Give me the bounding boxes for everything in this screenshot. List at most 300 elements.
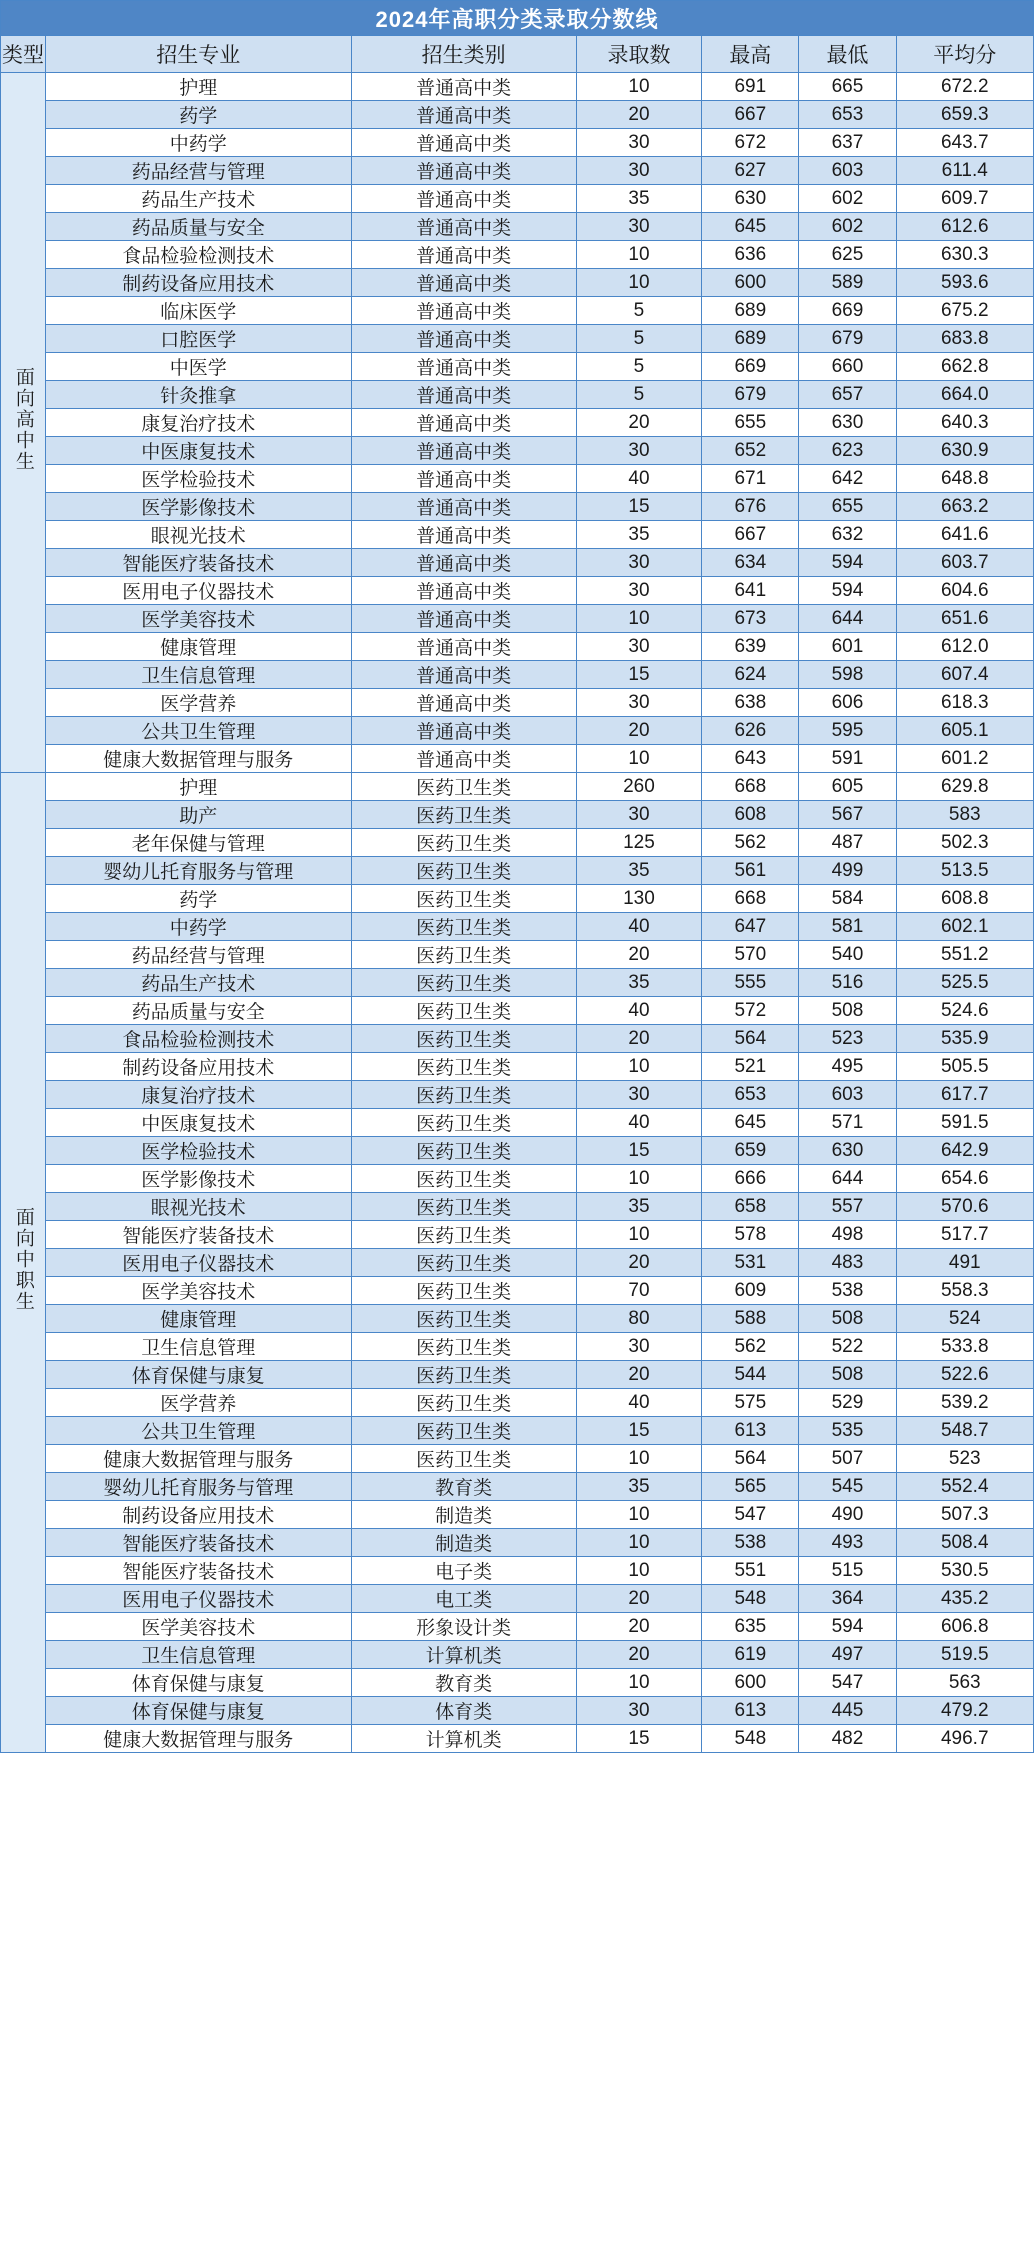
category-cell (1, 73, 46, 773)
cell-admission-type: 体育类 (351, 1697, 576, 1725)
cell-avg-score: 654.6 (896, 1165, 1034, 1193)
cell-max-score: 635 (702, 1613, 799, 1641)
cell-max-score: 672 (702, 129, 799, 157)
table-title-row (1, 1, 1034, 36)
cell-count: 15 (576, 1417, 702, 1445)
cell-avg-score: 630.9 (896, 437, 1034, 465)
cell-major: 体育保健与康复 (46, 1697, 352, 1725)
cell-max-score: 565 (702, 1473, 799, 1501)
cell-admission-type: 普通高中类 (351, 129, 576, 157)
cell-count: 20 (576, 941, 702, 969)
cell-avg-score: 524 (896, 1305, 1034, 1333)
table-row (1, 269, 1034, 297)
table-row (1, 297, 1034, 325)
cell-avg-score: 642.9 (896, 1137, 1034, 1165)
table-row (1, 1501, 1034, 1529)
cell-avg-score: 548.7 (896, 1417, 1034, 1445)
cell-major: 医学检验技术 (46, 1137, 352, 1165)
cell-avg-score: 675.2 (896, 297, 1034, 325)
table-row (1, 1221, 1034, 1249)
cell-min-score: 490 (799, 1501, 896, 1529)
cell-avg-score: 524.6 (896, 997, 1034, 1025)
cell-min-score: 602 (799, 213, 896, 241)
cell-major: 医学美容技术 (46, 605, 352, 633)
cell-major: 健康管理 (46, 1305, 352, 1333)
cell-avg-score: 629.8 (896, 773, 1034, 801)
cell-max-score: 562 (702, 829, 799, 857)
table-row (1, 1109, 1034, 1137)
cell-max-score: 689 (702, 325, 799, 353)
table-row (1, 1305, 1034, 1333)
cell-admission-type: 普通高中类 (351, 745, 576, 773)
cell-admission-type: 医药卫生类 (351, 1445, 576, 1473)
cell-major: 智能医疗装备技术 (46, 1221, 352, 1249)
table-row (1, 1725, 1034, 1753)
cell-max-score: 638 (702, 689, 799, 717)
cell-avg-score: 551.2 (896, 941, 1034, 969)
cell-major: 健康大数据管理与服务 (46, 1725, 352, 1753)
cell-count: 10 (576, 1165, 702, 1193)
cell-major: 口腔医学 (46, 325, 352, 353)
cell-min-score: 601 (799, 633, 896, 661)
cell-max-score: 609 (702, 1277, 799, 1305)
cell-max-score: 531 (702, 1249, 799, 1277)
cell-min-score: 483 (799, 1249, 896, 1277)
cell-count: 20 (576, 409, 702, 437)
cell-admission-type: 普通高中类 (351, 73, 576, 101)
cell-major: 康复治疗技术 (46, 1081, 352, 1109)
table-row (1, 241, 1034, 269)
cell-min-score: 538 (799, 1277, 896, 1305)
cell-admission-type: 医药卫生类 (351, 1053, 576, 1081)
cell-count: 70 (576, 1277, 702, 1305)
cell-admission-type: 普通高中类 (351, 549, 576, 577)
cell-count: 40 (576, 465, 702, 493)
cell-min-score: 625 (799, 241, 896, 269)
cell-count: 30 (576, 1333, 702, 1361)
table-row (1, 185, 1034, 213)
cell-min-score: 594 (799, 549, 896, 577)
cell-max-score: 613 (702, 1417, 799, 1445)
cell-count: 5 (576, 325, 702, 353)
cell-admission-type: 普通高中类 (351, 241, 576, 269)
category-label: 面向高中生 (12, 367, 34, 472)
cell-admission-type: 医药卫生类 (351, 1081, 576, 1109)
cell-avg-score: 552.4 (896, 1473, 1034, 1501)
cell-count: 30 (576, 129, 702, 157)
cell-min-score: 606 (799, 689, 896, 717)
cell-major: 体育保健与康复 (46, 1669, 352, 1697)
cell-count: 10 (576, 1501, 702, 1529)
cell-min-score: 545 (799, 1473, 896, 1501)
cell-count: 30 (576, 157, 702, 185)
cell-min-score: 665 (799, 73, 896, 101)
cell-major: 智能医疗装备技术 (46, 1529, 352, 1557)
cell-admission-type: 医药卫生类 (351, 857, 576, 885)
cell-min-score: 679 (799, 325, 896, 353)
cell-min-score: 623 (799, 437, 896, 465)
table-row (1, 605, 1034, 633)
table-row (1, 129, 1034, 157)
cell-avg-score: 558.3 (896, 1277, 1034, 1305)
cell-count: 20 (576, 1025, 702, 1053)
cell-admission-type: 普通高中类 (351, 437, 576, 465)
cell-count: 5 (576, 297, 702, 325)
cell-max-score: 538 (702, 1529, 799, 1557)
table-row (1, 381, 1034, 409)
cell-count: 5 (576, 381, 702, 409)
table-row (1, 437, 1034, 465)
cell-count: 35 (576, 521, 702, 549)
cell-major: 食品检验检测技术 (46, 241, 352, 269)
cell-admission-type: 医药卫生类 (351, 1389, 576, 1417)
cell-max-score: 673 (702, 605, 799, 633)
cell-max-score: 669 (702, 353, 799, 381)
cell-admission-type: 普通高中类 (351, 689, 576, 717)
cell-major: 药品经营与管理 (46, 157, 352, 185)
cell-count: 10 (576, 73, 702, 101)
cell-max-score: 634 (702, 549, 799, 577)
cell-major: 制药设备应用技术 (46, 1053, 352, 1081)
cell-max-score: 564 (702, 1025, 799, 1053)
table-row (1, 913, 1034, 941)
cell-max-score: 600 (702, 1669, 799, 1697)
cell-min-score: 445 (799, 1697, 896, 1725)
table-row (1, 1193, 1034, 1221)
cell-max-score: 600 (702, 269, 799, 297)
cell-admission-type: 医药卫生类 (351, 1193, 576, 1221)
cell-major: 针灸推拿 (46, 381, 352, 409)
table-row (1, 549, 1034, 577)
cell-admission-type: 医药卫生类 (351, 773, 576, 801)
cell-min-score: 657 (799, 381, 896, 409)
column-header-major: 招生专业 (46, 36, 352, 73)
cell-major: 制药设备应用技术 (46, 269, 352, 297)
cell-min-score: 498 (799, 1221, 896, 1249)
table-row (1, 1249, 1034, 1277)
cell-avg-score: 602.1 (896, 913, 1034, 941)
cell-count: 30 (576, 213, 702, 241)
cell-admission-type: 医药卫生类 (351, 1137, 576, 1165)
cell-max-score: 667 (702, 101, 799, 129)
cell-count: 125 (576, 829, 702, 857)
cell-max-score: 666 (702, 1165, 799, 1193)
cell-avg-score: 601.2 (896, 745, 1034, 773)
cell-major: 医学检验技术 (46, 465, 352, 493)
column-header-count: 录取数 (576, 36, 702, 73)
cell-min-score: 642 (799, 465, 896, 493)
cell-admission-type: 普通高中类 (351, 269, 576, 297)
cell-max-score: 645 (702, 1109, 799, 1137)
table-row (1, 941, 1034, 969)
cell-min-score: 594 (799, 1613, 896, 1641)
cell-avg-score: 659.3 (896, 101, 1034, 129)
cell-min-score: 632 (799, 521, 896, 549)
cell-count: 40 (576, 1109, 702, 1137)
cell-count: 15 (576, 493, 702, 521)
cell-min-score: 571 (799, 1109, 896, 1137)
column-header-max: 最高 (702, 36, 799, 73)
cell-max-score: 630 (702, 185, 799, 213)
cell-major: 公共卫生管理 (46, 1417, 352, 1445)
table-row (1, 689, 1034, 717)
table-row (1, 1333, 1034, 1361)
cell-min-score: 584 (799, 885, 896, 913)
cell-admission-type: 普通高中类 (351, 297, 576, 325)
cell-admission-type: 医药卫生类 (351, 1361, 576, 1389)
cell-max-score: 544 (702, 1361, 799, 1389)
cell-avg-score: 505.5 (896, 1053, 1034, 1081)
cell-avg-score: 630.3 (896, 241, 1034, 269)
cell-admission-type: 教育类 (351, 1473, 576, 1501)
cell-max-score: 588 (702, 1305, 799, 1333)
cell-avg-score: 519.5 (896, 1641, 1034, 1669)
cell-admission-type: 医药卫生类 (351, 1333, 576, 1361)
cell-avg-score: 591.5 (896, 1109, 1034, 1137)
cell-admission-type: 普通高中类 (351, 605, 576, 633)
table-row (1, 1473, 1034, 1501)
cell-avg-score: 603.7 (896, 549, 1034, 577)
cell-major: 健康大数据管理与服务 (46, 1445, 352, 1473)
cell-admission-type: 医药卫生类 (351, 941, 576, 969)
cell-avg-score: 525.5 (896, 969, 1034, 997)
cell-major: 药品质量与安全 (46, 997, 352, 1025)
cell-major: 医学影像技术 (46, 493, 352, 521)
table-row (1, 521, 1034, 549)
cell-admission-type: 计算机类 (351, 1641, 576, 1669)
cell-admission-type: 电子类 (351, 1557, 576, 1585)
table-row (1, 1277, 1034, 1305)
cell-major: 中医康复技术 (46, 437, 352, 465)
cell-avg-score: 563 (896, 1669, 1034, 1697)
cell-major: 卫生信息管理 (46, 1333, 352, 1361)
table-row (1, 1669, 1034, 1697)
cell-admission-type: 医药卫生类 (351, 1417, 576, 1445)
table-row (1, 661, 1034, 689)
cell-min-score: 598 (799, 661, 896, 689)
cell-avg-score: 612.0 (896, 633, 1034, 661)
table-row (1, 997, 1034, 1025)
table-row (1, 1557, 1034, 1585)
cell-major: 药品经营与管理 (46, 941, 352, 969)
cell-count: 10 (576, 1221, 702, 1249)
cell-avg-score: 641.6 (896, 521, 1034, 549)
table-row (1, 745, 1034, 773)
cell-major: 药品生产技术 (46, 969, 352, 997)
cell-max-score: 626 (702, 717, 799, 745)
table-row (1, 465, 1034, 493)
cell-count: 10 (576, 1445, 702, 1473)
cell-avg-score: 604.6 (896, 577, 1034, 605)
cell-major: 中药学 (46, 129, 352, 157)
cell-avg-score: 617.7 (896, 1081, 1034, 1109)
cell-max-score: 564 (702, 1445, 799, 1473)
cell-major: 眼视光技术 (46, 1193, 352, 1221)
cell-avg-score: 643.7 (896, 129, 1034, 157)
column-header-average: 平均分 (896, 36, 1034, 73)
table-row (1, 717, 1034, 745)
cell-major: 中医康复技术 (46, 1109, 352, 1137)
cell-avg-score: 570.6 (896, 1193, 1034, 1221)
cell-count: 35 (576, 185, 702, 213)
cell-max-score: 627 (702, 157, 799, 185)
cell-min-score: 515 (799, 1557, 896, 1585)
cell-max-score: 624 (702, 661, 799, 689)
cell-major: 公共卫生管理 (46, 717, 352, 745)
cell-min-score: 644 (799, 1165, 896, 1193)
cell-max-score: 659 (702, 1137, 799, 1165)
cell-max-score: 643 (702, 745, 799, 773)
cell-avg-score: 533.8 (896, 1333, 1034, 1361)
cell-major: 婴幼儿托育服务与管理 (46, 1473, 352, 1501)
cell-max-score: 639 (702, 633, 799, 661)
cell-major: 医用电子仪器技术 (46, 1249, 352, 1277)
cell-avg-score: 523 (896, 1445, 1034, 1473)
cell-count: 40 (576, 913, 702, 941)
cell-count: 15 (576, 1725, 702, 1753)
cell-admission-type: 医药卫生类 (351, 1221, 576, 1249)
cell-avg-score: 609.7 (896, 185, 1034, 213)
cell-max-score: 575 (702, 1389, 799, 1417)
cell-admission-type: 医药卫生类 (351, 1305, 576, 1333)
column-header-admission-type: 招生类别 (351, 36, 576, 73)
cell-max-score: 652 (702, 437, 799, 465)
cell-min-score: 523 (799, 1025, 896, 1053)
cell-max-score: 636 (702, 241, 799, 269)
cell-min-score: 605 (799, 773, 896, 801)
cell-major: 健康管理 (46, 633, 352, 661)
cell-avg-score: 662.8 (896, 353, 1034, 381)
cell-admission-type: 普通高中类 (351, 381, 576, 409)
cell-count: 30 (576, 1081, 702, 1109)
cell-major: 医用电子仪器技术 (46, 577, 352, 605)
cell-max-score: 572 (702, 997, 799, 1025)
cell-major: 制药设备应用技术 (46, 1501, 352, 1529)
cell-avg-score: 491 (896, 1249, 1034, 1277)
cell-avg-score: 651.6 (896, 605, 1034, 633)
cell-avg-score: 479.2 (896, 1697, 1034, 1725)
cell-count: 30 (576, 437, 702, 465)
table-row (1, 969, 1034, 997)
cell-avg-score: 663.2 (896, 493, 1034, 521)
category-cell (1, 773, 46, 1753)
cell-count: 35 (576, 857, 702, 885)
cell-min-score: 655 (799, 493, 896, 521)
table-row (1, 1613, 1034, 1641)
cell-avg-score: 583 (896, 801, 1034, 829)
table-row (1, 1445, 1034, 1473)
cell-min-score: 499 (799, 857, 896, 885)
cell-admission-type: 形象设计类 (351, 1613, 576, 1641)
cell-count: 35 (576, 1473, 702, 1501)
table-row (1, 773, 1034, 801)
cell-min-score: 591 (799, 745, 896, 773)
cell-max-score: 667 (702, 521, 799, 549)
cell-admission-type: 普通高中类 (351, 521, 576, 549)
cell-major: 医学美容技术 (46, 1277, 352, 1305)
cell-avg-score: 507.3 (896, 1501, 1034, 1529)
cell-count: 30 (576, 1697, 702, 1725)
table-row (1, 157, 1034, 185)
cell-count: 130 (576, 885, 702, 913)
cell-avg-score: 683.8 (896, 325, 1034, 353)
cell-admission-type: 制造类 (351, 1529, 576, 1557)
cell-major: 药品质量与安全 (46, 213, 352, 241)
cell-admission-type: 普通高中类 (351, 577, 576, 605)
table-row (1, 353, 1034, 381)
cell-count: 10 (576, 1669, 702, 1697)
cell-admission-type: 医药卫生类 (351, 969, 576, 997)
table-header-row (1, 36, 1034, 73)
cell-count: 10 (576, 605, 702, 633)
table-row (1, 325, 1034, 353)
cell-major: 医学营养 (46, 689, 352, 717)
cell-min-score: 516 (799, 969, 896, 997)
cell-count: 20 (576, 1249, 702, 1277)
cell-count: 15 (576, 1137, 702, 1165)
cell-avg-score: 535.9 (896, 1025, 1034, 1053)
cell-avg-score: 607.4 (896, 661, 1034, 689)
cell-avg-score: 672.2 (896, 73, 1034, 101)
cell-max-score: 676 (702, 493, 799, 521)
cell-major: 护理 (46, 773, 352, 801)
cell-admission-type: 普通高中类 (351, 185, 576, 213)
cell-avg-score: 608.8 (896, 885, 1034, 913)
cell-min-score: 495 (799, 1053, 896, 1081)
cell-admission-type: 普通高中类 (351, 213, 576, 241)
cell-admission-type: 电工类 (351, 1585, 576, 1613)
cell-major: 助产 (46, 801, 352, 829)
cell-major: 护理 (46, 73, 352, 101)
cell-count: 30 (576, 633, 702, 661)
column-header-min: 最低 (799, 36, 896, 73)
cell-major: 医学美容技术 (46, 1613, 352, 1641)
cell-admission-type: 普通高中类 (351, 717, 576, 745)
cell-count: 20 (576, 717, 702, 745)
cell-count: 30 (576, 689, 702, 717)
cell-max-score: 655 (702, 409, 799, 437)
cell-min-score: 497 (799, 1641, 896, 1669)
cell-major: 健康大数据管理与服务 (46, 745, 352, 773)
cell-count: 20 (576, 1585, 702, 1613)
cell-max-score: 653 (702, 1081, 799, 1109)
cell-admission-type: 医药卫生类 (351, 829, 576, 857)
cell-admission-type: 普通高中类 (351, 493, 576, 521)
cell-count: 80 (576, 1305, 702, 1333)
cell-min-score: 487 (799, 829, 896, 857)
cell-admission-type: 普通高中类 (351, 157, 576, 185)
table-row (1, 1641, 1034, 1669)
cell-count: 20 (576, 1361, 702, 1389)
cell-admission-type: 教育类 (351, 1669, 576, 1697)
cell-min-score: 644 (799, 605, 896, 633)
table-row (1, 1585, 1034, 1613)
cell-count: 10 (576, 269, 702, 297)
cell-max-score: 613 (702, 1697, 799, 1725)
cell-count: 20 (576, 1613, 702, 1641)
cell-max-score: 691 (702, 73, 799, 101)
cell-max-score: 689 (702, 297, 799, 325)
cell-admission-type: 医药卫生类 (351, 913, 576, 941)
cell-count: 260 (576, 773, 702, 801)
cell-min-score: 630 (799, 409, 896, 437)
column-header-category: 类型 (1, 36, 46, 73)
cell-min-score: 535 (799, 1417, 896, 1445)
cell-count: 10 (576, 1053, 702, 1081)
cell-admission-type: 医药卫生类 (351, 885, 576, 913)
cell-admission-type: 普通高中类 (351, 101, 576, 129)
cell-avg-score: 517.7 (896, 1221, 1034, 1249)
